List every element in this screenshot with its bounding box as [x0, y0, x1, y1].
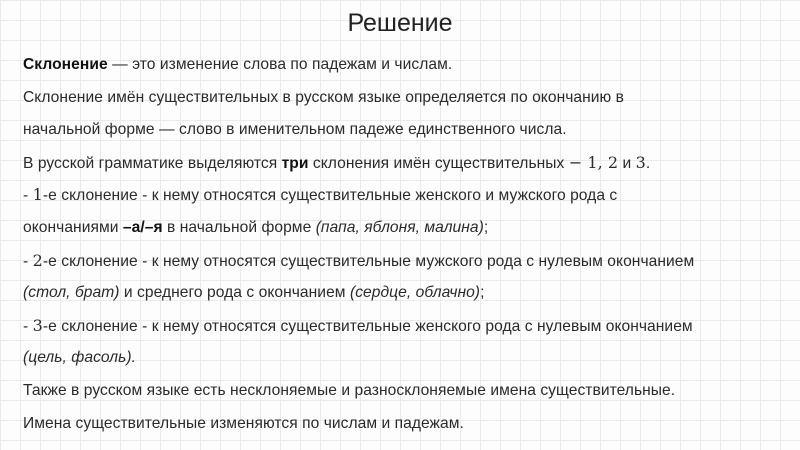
declension-item-1-cont — [23, 212, 793, 245]
math-number: 3 — [635, 152, 646, 172]
definition-text: — это изменение слова по падежам и числам. — [107, 56, 453, 73]
list-dash: - — [23, 252, 33, 270]
bold-word: три — [281, 154, 309, 172]
paragraph-line — [23, 114, 793, 147]
declension-item-2 — [23, 245, 793, 278]
declension-text: ; — [483, 218, 489, 236]
term-declension: Склонение — [23, 56, 108, 73]
declension-text: -е склонение - к нему относятся существительные мужского рода с нулевым окончанием — [42, 252, 695, 270]
declension-number: 1 — [32, 185, 43, 205]
paragraph-text: В русской грамматике выделяются — [23, 154, 282, 172]
declension-item-3-cont — [23, 342, 793, 375]
page-title: Решение — [347, 9, 453, 37]
definition-line — [23, 49, 793, 82]
examples-italic: (цель, фасоль). — [23, 349, 137, 367]
paragraph-text: Имена существительные изменяются по числам и падежам. — [23, 414, 464, 432]
paragraph-text: склонения имён существительных — [308, 154, 569, 172]
declension-text: -е склонение - к нему относятся существительные женского рода с нулевым окончанием — [42, 317, 693, 335]
examples-italic: (стол, брат) — [23, 284, 120, 302]
paragraph-line — [23, 82, 793, 115]
declension-text: в начальной форме — [162, 218, 316, 236]
declension-text: окончаниями — [23, 218, 123, 236]
declension-item-2-cont — [23, 277, 793, 310]
declension-number: 3 — [32, 315, 43, 335]
declension-item-3 — [23, 310, 793, 343]
paragraph-text: Склонение имён существительных в русском языке определяется по окончанию в — [23, 88, 625, 106]
math-numbers: − 1, 2 — [568, 152, 619, 172]
paragraph-text: Также в русском языке есть несклоняемые и разносклоняемые имена существительные. — [23, 381, 676, 399]
solution-text — [23, 49, 793, 440]
list-dash: - — [23, 317, 33, 335]
paragraph-line — [23, 408, 793, 441]
declension-number: 2 — [32, 250, 43, 270]
paragraph-line — [23, 147, 793, 180]
paragraph-text: и — [618, 154, 636, 172]
paragraph-text: начальной форме — слово в именительном падеже единственного числа. — [23, 121, 567, 139]
paragraph-line — [23, 375, 793, 408]
examples-italic: (папа, яблоня, малина) — [315, 218, 484, 236]
declension-text: ; — [480, 284, 485, 302]
declension-text: и среднего рода с окончанием — [119, 284, 350, 302]
list-dash: - — [23, 187, 33, 205]
ending-bold: –а/–я — [122, 218, 163, 236]
paragraph-text: . — [645, 154, 651, 172]
examples-italic: (сердце, облачно) — [349, 284, 481, 302]
declension-item-1 — [23, 179, 793, 212]
declension-text: -е склонение - к нему относятся существительные женского и мужского рода с — [42, 187, 618, 205]
